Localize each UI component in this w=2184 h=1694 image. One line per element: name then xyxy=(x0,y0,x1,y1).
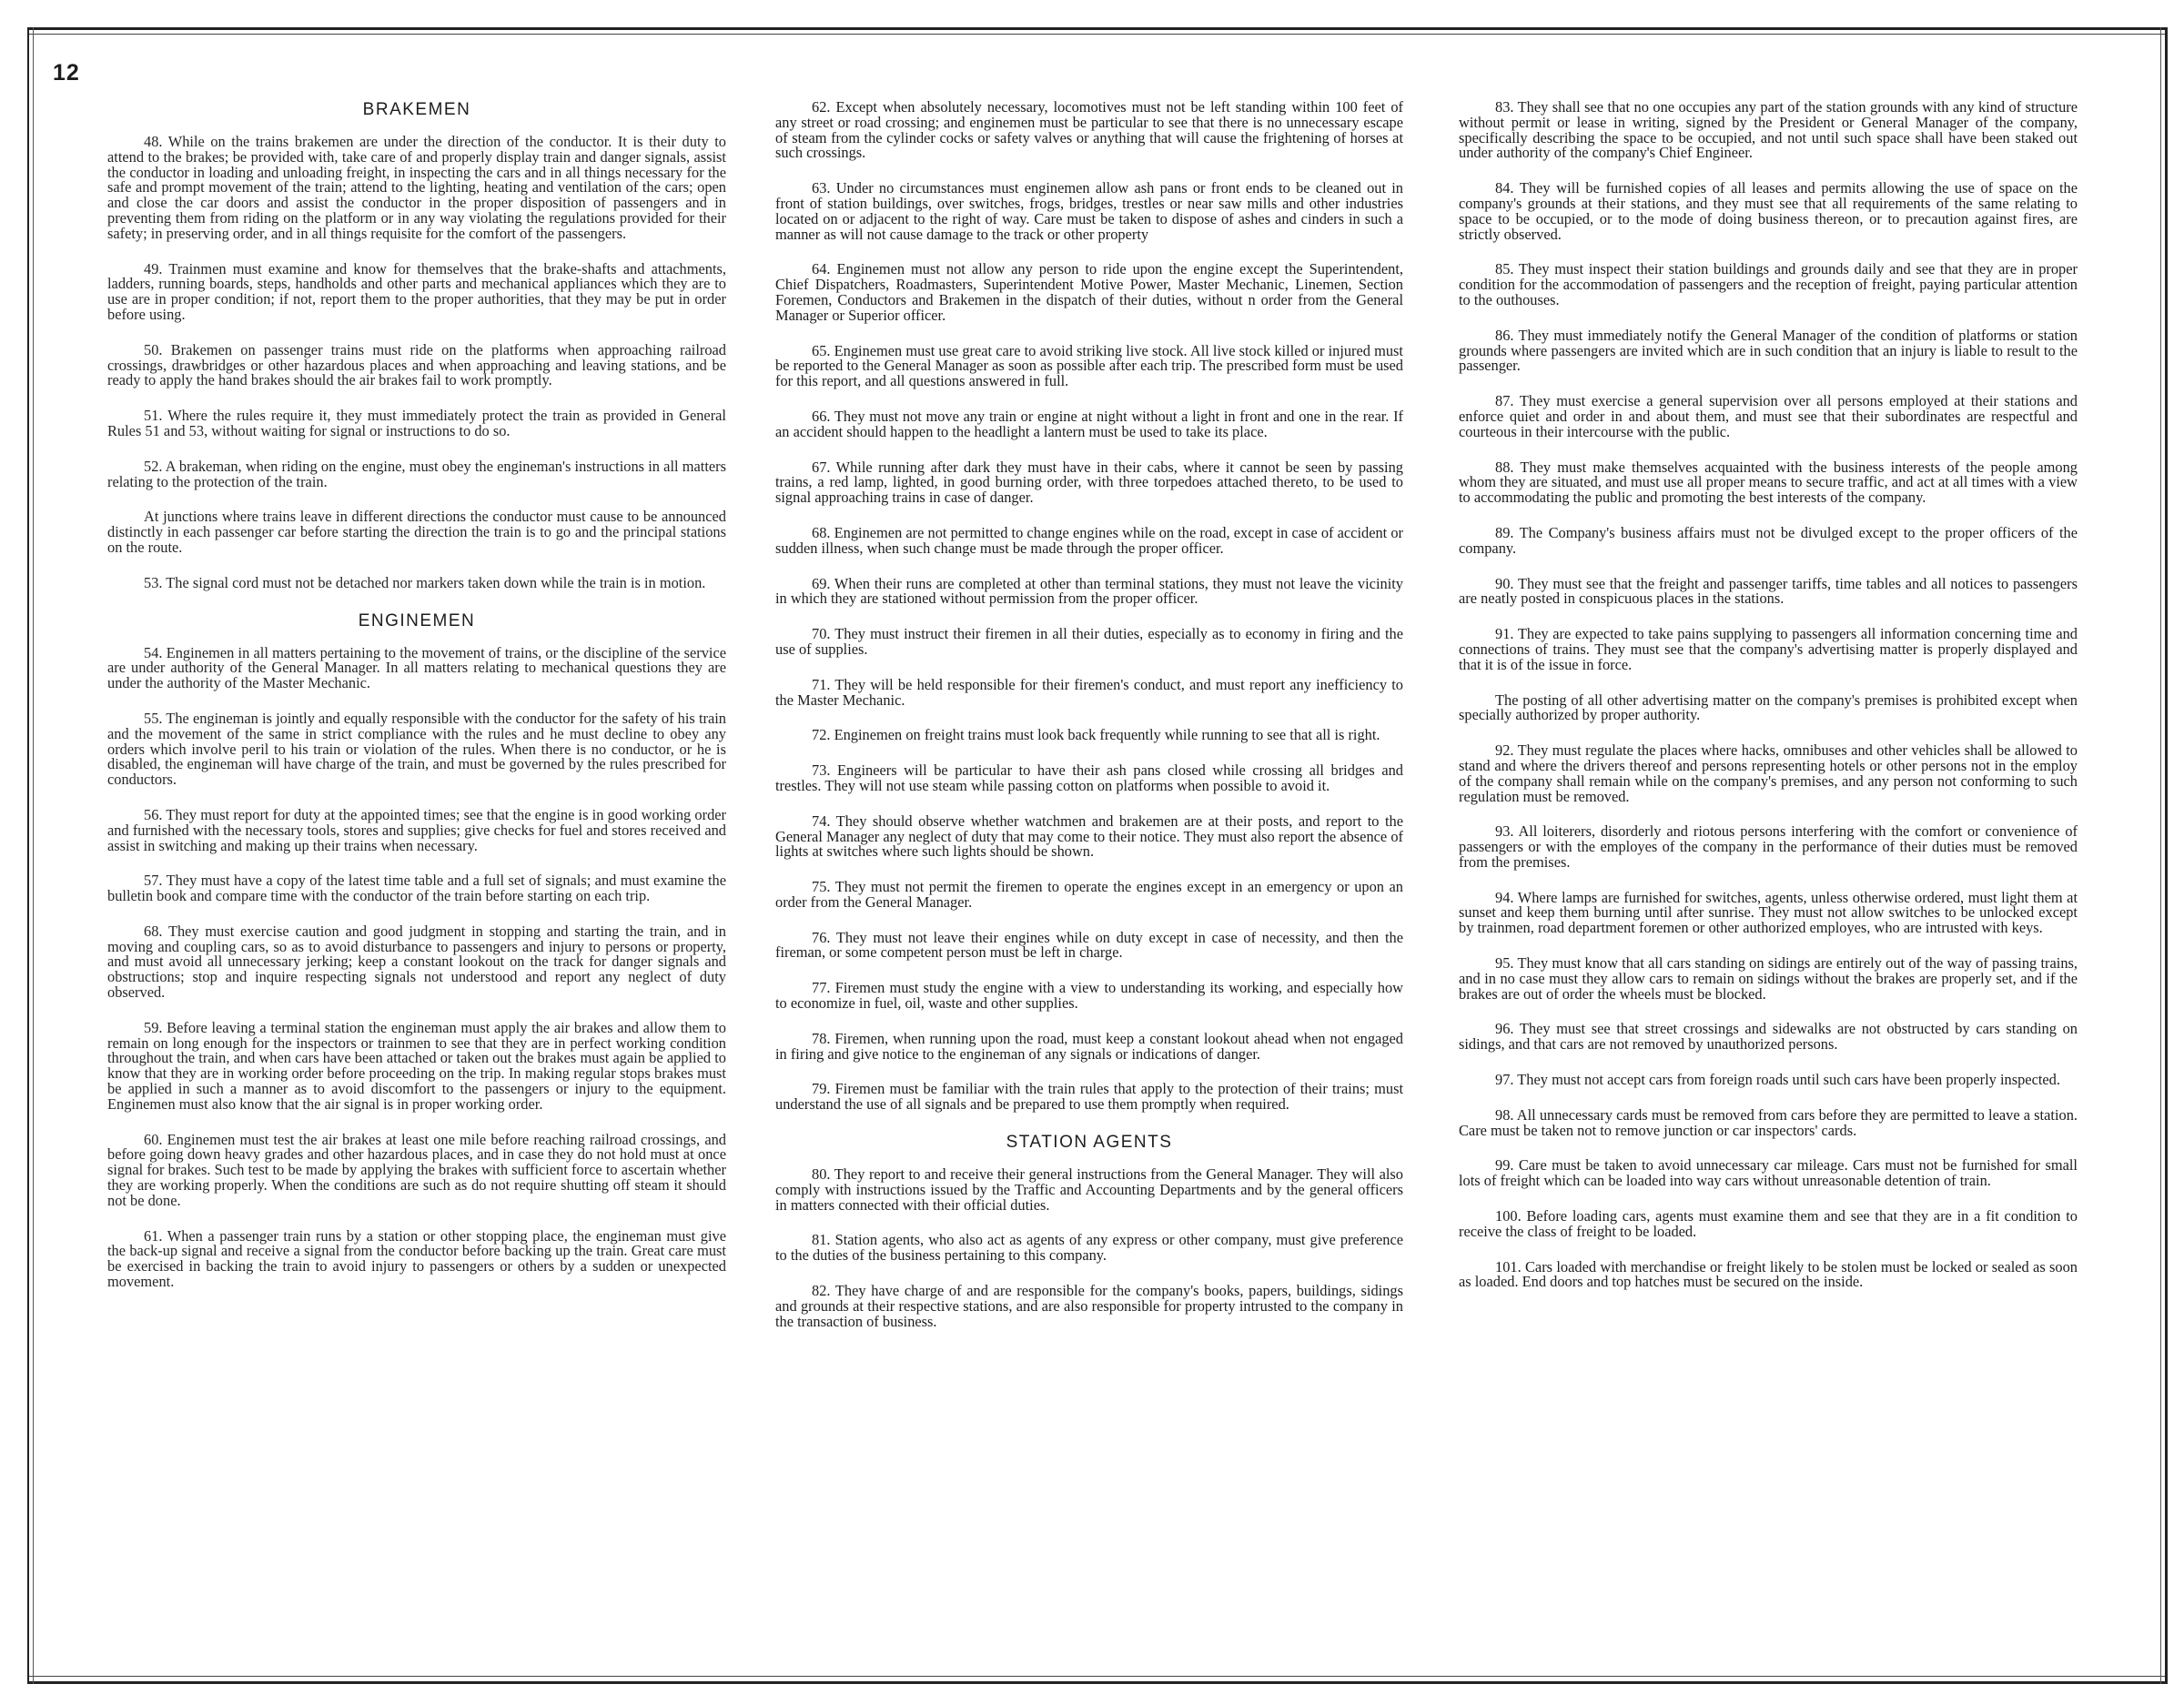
rule-paragraph: 89. The Company's business affairs must not be divulged except to the proper officers of the company. xyxy=(1459,523,2078,557)
rule-paragraph: 94. Where lamps are furnished for switches, agents, unless otherwise ordered, must light them at sunset and keep them burning until after sunrise. They must not allow switches to be unlocked except by trainmen, road department foremen or other authorized employes, who are intrusted with keys. xyxy=(1459,888,2078,937)
rule-paragraph: 83. They shall see that no one occupies any part of the station grounds with any kind of structure without permit or lease in writing, signed by the President or General Manager of the company, specifically describing the space to be occupied, and not until such space shall have been staked out under authority of the company's Chief Engineer. xyxy=(1459,98,2078,162)
bottom-border-rule-inner xyxy=(27,1676,2168,1677)
rule-paragraph: 63. Under no circumstances must enginemen allow ash pans or front ends to be cleaned out in front of station buildings, over switches, frogs, bridges, trestles or near saw mills and other industries located on or adjacent to the right of way. Care must be taken to dispose of ashes and cinders in such a manner as will not cause damage to the track or other property xyxy=(775,179,1403,243)
rule-paragraph: 80. They report to and receive their general instructions from the General Manager. They will also comply with instructions issued by the Traffic and Accounting Departments and by the general officers in matters connected with their official duties. xyxy=(775,1165,1403,1214)
rule-paragraph: 62. Except when absolutely necessary, locomotives must not be left standing within 100 feet of any street or road crossing; and enginemen must be particular to see that there is no unnecessary escape of steam from the cylinder cocks or safety valves or anything that will cause the frightening of horses at such crossings. xyxy=(775,98,1403,162)
rule-paragraph: 84. They will be furnished copies of all leases and permits allowing the use of space on the company's grounds at their stations, and they must see that all requirements of the same relating to space to be occupied, or to the mode of doing business thereon, or to precaution against fires, are strictly observed. xyxy=(1459,179,2078,243)
text-column-middle xyxy=(775,100,1403,1349)
rule-paragraph: 92. They must regulate the places where hacks, omnibuses and other vehicles shall be allowed to stand and where the drivers thereof and persons representing hotels or other persons not in the employ of the company shall remain while on the company's premises, and any person not conforming to such regulation must be removed. xyxy=(1459,741,2078,805)
rule-paragraph: 99. Care must be taken to avoid unnecessary car mileage. Cars must not be furnished for small lots of freight which can be loaded into way cars without unreasonable detention of train. xyxy=(1459,1156,2078,1190)
rule-paragraph: 90. They must see that the freight and passenger tariffs, time tables and all notices to passengers are neatly posted in conspicuous places in the stations. xyxy=(1459,574,2078,608)
rule-paragraph: 67. While running after dark they must have in their cabs, where it cannot be seen by passing trains, a red lamp, lighted, in good burning order, with three torpedoes attached thereto, to be used to signal approaching trains in case of danger. xyxy=(775,458,1403,507)
rule-paragraph: 76. They must not leave their engines while on duty except in case of necessity, and then the fireman, or some competent person must be left in charge. xyxy=(775,928,1403,962)
rule-paragraph: 66. They must not move any train or engine at night without a light in front and one in the rear. If an accident should happen to the headlight a lantern must be used to take its place. xyxy=(775,407,1403,440)
left-border-rule xyxy=(27,27,29,1684)
rule-paragraph: 65. Enginemen must use great care to avoid striking live stock. All live stock killed or injured must be reported to the General Manager as soon as possible after each trip. The prescribed form must be used for this report, and all questions answered in full. xyxy=(775,341,1403,390)
rule-paragraph: 93. All loiterers, disorderly and riotous persons interfering with the comfort or convenience of passengers or with the employes of the company in the performance of their duties must be removed from the premises. xyxy=(1459,822,2078,871)
text-column-right xyxy=(1459,100,2078,1310)
top-border-rule xyxy=(27,27,2168,30)
rule-paragraph: 57. They must have a copy of the latest time table and a full set of signals; and must examine the bulletin book and compare time with the conductor of the train before starting on each trip. xyxy=(107,872,726,905)
rule-paragraph: 73. Engineers will be particular to have their ash pans closed while crossing all bridges and trestles. They will not use steam while passing cotton on platforms when possible to avoid it. xyxy=(775,761,1403,794)
rule-paragraph: 101. Cars loaded with merchandise or freight likely to be stolen must be locked or sealed as soon as loaded. End doors and top hatches must be secured on the inside. xyxy=(1459,1257,2078,1291)
left-border-rule-inner xyxy=(33,27,34,1684)
right-border-rule-inner xyxy=(2160,27,2161,1684)
rule-paragraph: 49. Trainmen must examine and know for themselves that the brake-shafts and attachments, ladders, running boards, steps, handholds and other parts and mechanical appliances which they are to use are in proper condition; if not, report them to the proper authorities, that they may be put in order before using. xyxy=(107,259,726,323)
rule-paragraph: 70. They must instruct their firemen in all their duties, especially as to economy in firing and the use of supplies. xyxy=(775,625,1403,658)
text-column-left xyxy=(107,100,726,1310)
rule-paragraph: 69. When their runs are completed at other than terminal stations, they must not leave the vicinity in which they are stationed without permission from the proper officer. xyxy=(775,574,1403,608)
top-border-rule-inner xyxy=(27,34,2168,35)
rule-paragraph: 53. The signal cord must not be detached nor markers taken down while the train is in motion. xyxy=(144,573,706,591)
section-heading: STATION AGENTS xyxy=(1006,1133,1173,1153)
rule-paragraph: 59. Before leaving a terminal station the engineman must apply the air brakes and allow them to remain on long enough for the inspectors or trainmen to see that they are in perfect working condition throughout the train, and when cars have been attached or taken out the brakes must again be applied to know that they are in working order before proceeding on the trip. In making regular stops brakes must be applied in such a manner as to avoid discomfort to the passengers or injury to the equipment. Enginemen must also know that the air signal is in proper working order. xyxy=(107,1018,726,1113)
rule-paragraph: 64. Enginemen must not allow any person to ride upon the engine except the Superintendent, Chief Dispatchers, Roadmasters, Superintendent Motive Power, Master Mechanic, Linemen, Section Foremen, Conductors and Brakemen in the dispatch of their duties, without n order from the General Manager or Superior officer. xyxy=(775,260,1403,324)
rule-paragraph: At junctions where trains leave in different directions the conductor must cause to be announced distinctly in each passenger car before starting the direction the train is to go and the principal stations on the route. xyxy=(107,508,726,556)
page-number: 12 xyxy=(53,60,80,86)
right-border-rule xyxy=(2165,27,2168,1684)
rule-paragraph: 85. They must inspect their station buildings and grounds daily and see that they are in proper condition for the accommodation of passengers and the reception of freight, paying particular attention to the outhouses. xyxy=(1459,260,2078,308)
rule-paragraph: 51. Where the rules require it, they must immediately protect the train as provided in General Rules 51 and 53, without waiting for signal or instructions to do so. xyxy=(107,407,726,439)
rule-paragraph: 81. Station agents, who also act as agents of any express or other company, must give preference to the duties of the business pertaining to this company. xyxy=(775,1231,1403,1265)
bottom-border-rule xyxy=(27,1681,2168,1684)
rule-paragraph: 68. They must exercise caution and good judgment in stopping and starting the train, and in moving and coupling cars, so as to avoid disturbance to passengers and injury to persons or property, and must avoid all unnecessary jerking; keep a constant lookout on the track for danger signals and obstructions; stop and inquire respecting signals not understood and report any neglect of duty observed. xyxy=(107,922,726,1002)
rule-paragraph: 79. Firemen must be familiar with the train rules that apply to the protection of their trains; must understand the use of all signals and be prepared to use them promptly when required. xyxy=(775,1080,1403,1114)
rule-paragraph: 60. Enginemen must test the air brakes at least one mile before reaching railroad crossings, and before going down heavy grades and other hazardous places, and in case they do not hold must at once signal for brakes. Such test to be made by applying the brakes with sufficient force to ascertain whether they are working properly. When the conditions are such as do not require shutting off steam it should not be done. xyxy=(107,1130,726,1209)
rule-paragraph: 55. The engineman is jointly and equally responsible with the conductor for the safety of his train and the movement of the same in strict compliance with the rules and he must decline to obey any orders which involve peril to his train or violation of the rules. When there is no conductor, or he is disabled, the engineman will have charge of the train, and must be governed by the rules prescribed for conductors. xyxy=(107,709,726,789)
rule-paragraph: 54. Enginemen in all matters pertaining to the movement of trains, or the discipline of the service are under authority of the General Manager. In all matters relating to mechanical questions they are under the authority of the Master Mechanic. xyxy=(107,643,726,692)
rule-paragraph: 87. They must exercise a general supervision over all persons employed at their stations and enforce quiet and order in and about them, and must see that their subordinates are respectful and courteous in their intercourse with the public. xyxy=(1459,392,2078,440)
rule-paragraph: The posting of all other advertising matter on the company's premises is prohibited except when specially authorized by proper authority. xyxy=(1459,691,2078,724)
rule-paragraph: 75. They must not permit the firemen to operate the engines except in an emergency or upon an order from the General Manager. xyxy=(775,878,1403,911)
rule-paragraph: 50. Brakemen on passenger trains must ride on the platforms when approaching railroad crossings, drawbridges or other hazardous places and when approaching and leaving stations, and be ready to apply the hand brakes should the air brakes fail to work promptly. xyxy=(107,340,726,389)
section-heading: BRAKEMEN xyxy=(362,100,471,119)
rule-paragraph: 77. Firemen must study the engine with a view to understanding its working, and especially how to economize in fuel, oil, waste and other supplies. xyxy=(775,979,1403,1013)
rule-paragraph: 96. They must see that street crossings and sidewalks are not obstructed by cars standing on sidings, and that cars are not removed by unauthorized persons. xyxy=(1459,1020,2078,1054)
rule-paragraph: 48. While on the trains brakemen are under the direction of the conductor. It is their duty to attend to the brakes; be provided with, take care of and properly display train and danger signals, assist the conductor in loading and unloading freight, in inspecting the cars and in all things necessary for the safe and prompt movement of the train; attend to the lighting, heating and ventilation of the cars; open and close the car doors and assist the conductor in the proper disposition of passengers and in preventing them from riding on the platform or in any way violating the regulations provided for their safety; in preserving order, and in all things requisite for the comfort of the passengers. xyxy=(107,133,726,242)
rule-paragraph: 88. They must make themselves acquainted with the business interests of the people among whom they are situated, and must use all proper means to secure traffic, and act at all times with a view to accommodating the public and promoting the best interests of the company. xyxy=(1459,458,2078,507)
rule-paragraph: 95. They must know that all cars standing on sidings are entirely out of the way of passing trains, and in no case must they allow cars to remain on sidings without the brakes are properly set, and if the brakes are out of order the wheels must be blocked. xyxy=(1459,954,2078,1003)
rule-paragraph: 61. When a passenger train runs by a station or other stopping place, the engineman must give the back-up signal and receive a signal from the conductor before backing up the train. Great care must be exercised in backing the train to avoid injury to passengers or others by a sudden or unexpected movement. xyxy=(107,1226,726,1291)
section-heading: ENGINEMEN xyxy=(358,610,476,630)
rule-paragraph: 68. Enginemen are not permitted to change engines while on the road, except in case of accident or sudden illness, when such change must be made through the proper officer. xyxy=(775,523,1403,557)
rule-paragraph: 71. They will be held responsible for their firemen's conduct, and must report any inefficiency to the Master Mechanic. xyxy=(775,675,1403,709)
rule-paragraph: 97. They must not accept cars from foreign roads until such cars have been properly inspected. xyxy=(1495,1071,2060,1089)
rule-paragraph: 56. They must report for duty at the appointed times; see that the engine is in good working order and furnished with the necessary tools, stores and supplies; give checks for fuel and stores received and assist in switching and making up their trains when necessary. xyxy=(107,805,726,854)
rule-paragraph: 100. Before loading cars, agents must examine them and see that they are in a fit condition to receive the class of freight to be loaded. xyxy=(1459,1207,2078,1240)
rule-paragraph: 52. A brakeman, when riding on the engine, must obey the engineman's instructions in all matters relating to the protection of the train. xyxy=(107,457,726,490)
rule-paragraph: 78. Firemen, when running upon the road, must keep a constant lookout ahead when not engaged in firing and give notice to the engineman of any signals or indications of danger. xyxy=(775,1029,1403,1063)
rule-paragraph: 74. They should observe whether watchmen and brakemen are at their posts, and report to the General Manager any neglect of duty that may come to their notice. They must also report the absence of lights at switches where such lights should be shown. xyxy=(775,812,1403,861)
rule-paragraph: 82. They have charge of and are responsible for the company's books, papers, buildings, sidings and grounds at their respective stations, and are also responsible for property intrusted to the company in the transaction of business. xyxy=(775,1282,1403,1330)
rule-paragraph: 91. They are expected to take pains supplying to passengers all information concerning time and connections of trains. They must see that the company's advertising matter is properly displayed and that it is of the issue in force. xyxy=(1459,625,2078,673)
rule-paragraph: 86. They must immediately notify the General Manager of the condition of platforms or station grounds where passengers are invited which are in such condition that an injury is liable to result to the passenger. xyxy=(1459,326,2078,375)
rule-paragraph: 72. Enginemen on freight trains must look back frequently while running to see that all is right. xyxy=(812,726,1380,744)
rule-paragraph: 98. All unnecessary cards must be removed from cars before they are permitted to leave a station. Care must be taken not to remove junction or car inspectors' cards. xyxy=(1459,1105,2078,1139)
